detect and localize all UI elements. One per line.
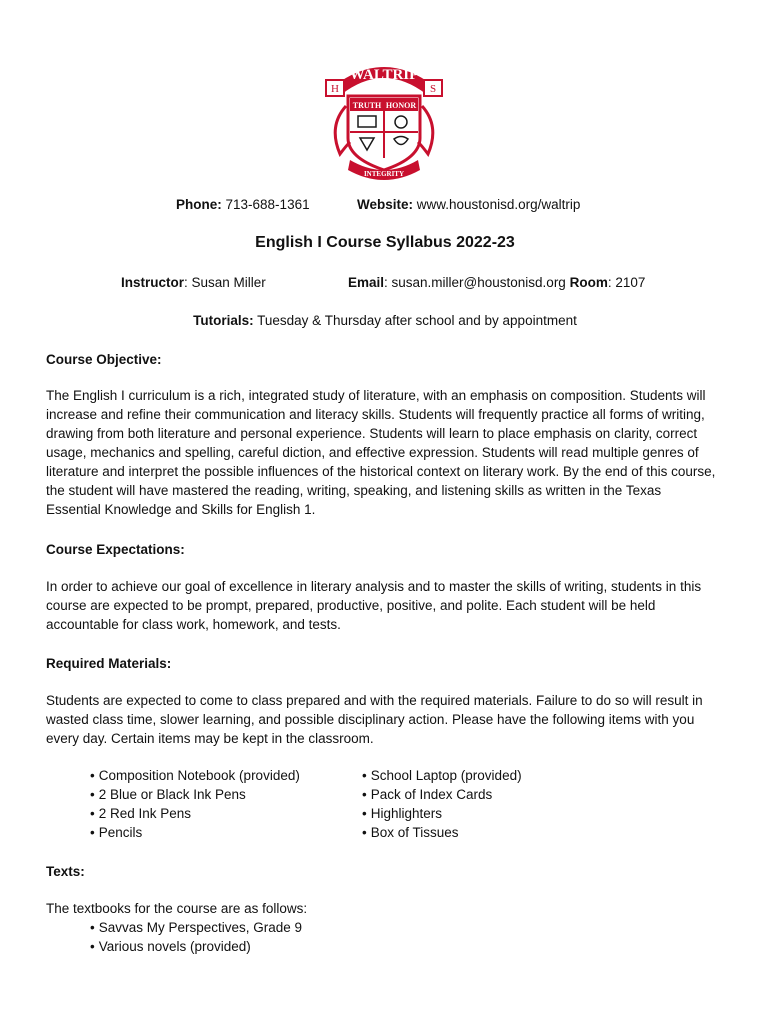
- list-item: • Savvas My Perspectives, Grade 9: [90, 918, 302, 937]
- logo-banner-right: HONOR: [385, 101, 417, 110]
- list-item: • Box of Tissues: [362, 823, 522, 842]
- phone-line: [176, 195, 310, 214]
- texts-body: The textbooks for the course are as follows:: [46, 901, 308, 916]
- school-crest-logo: [320, 46, 448, 184]
- expectations-heading: Course Expectations:: [46, 542, 185, 557]
- list-item: • Highlighters: [362, 804, 522, 823]
- email-address[interactable]: : susan.miller@houstonisd.org: [384, 275, 566, 290]
- materials-heading: Required Materials:: [46, 656, 172, 671]
- page-title: English I Course Syllabus 2022-23: [255, 234, 515, 251]
- instructor-line: [121, 273, 266, 292]
- instructor-name: : Susan Miller: [184, 275, 266, 290]
- list-item: • Pack of Index Cards: [362, 785, 522, 804]
- logo-banner-left: TRUTH: [352, 101, 382, 110]
- phone-number: 713-688-1361: [225, 197, 310, 212]
- objective-heading: Course Objective:: [46, 352, 162, 367]
- website-link[interactable]: www.houstonisd.org/waltrip: [416, 197, 581, 212]
- list-item: • 2 Blue or Black Ink Pens: [90, 785, 300, 804]
- room-number: : 2107: [607, 275, 646, 290]
- texts-heading: Texts:: [46, 864, 85, 879]
- logo-school-name: WALTRIP: [349, 67, 419, 83]
- materials-list-left: [90, 766, 300, 842]
- objective-body: The English I curriculum is a rich, integrated study of literature, with an emphasis on composition. Students will increase and refine their communication and literacy skills. Students will frequently practice all forms of writing, drawing from both literature and personal experience. Students will learn to place emphasis on clarity, correct usage, mechanics and spelling, careful diction, and effective expression. Students will read multiple genres of literature and interpret the possible influences of the historical context on literary work. By the end of this course, the student will have mastered the reading, writing, speaking, and listening skills as written in the Texas Essential Knowledge and Skills for English 1.: [46, 388, 716, 517]
- website-label: Website:: [357, 197, 414, 212]
- list-item: • Composition Notebook (provided): [90, 766, 300, 785]
- logo-bottom-ribbon: INTEGRITY: [363, 170, 405, 178]
- list-item: • Pencils: [90, 823, 300, 842]
- materials-body: Students are expected to come to class prepared and with the required materials. Failure to do so will result in wasted class time, slower learning, and possible disciplinary action. Please have the following items with you every day. Certain items may be kept in the classroom.: [46, 693, 703, 746]
- email-label: Email: [348, 275, 385, 290]
- tutorials-line: [0, 311, 770, 330]
- list-item: • Various novels (provided): [90, 937, 302, 956]
- list-item: • School Laptop (provided): [362, 766, 522, 785]
- website-line: [357, 195, 580, 214]
- logo-right-letter: S: [429, 83, 437, 95]
- list-item: • 2 Red Ink Pens: [90, 804, 300, 823]
- texts-list: [90, 918, 302, 956]
- email-room-line: [348, 273, 645, 292]
- room-label: Room: [569, 275, 608, 290]
- phone-label: Phone:: [176, 197, 222, 212]
- tutorials-label: Tutorials:: [193, 313, 254, 328]
- instructor-label: Instructor: [121, 275, 185, 290]
- expectations-body: In order to achieve our goal of excellence in literary analysis and to master the skills of writing, students in this course are expected to be prompt, prepared, productive, positive, and polite. Each student will be held accountable for class work, homework, and tests.: [46, 579, 702, 632]
- logo-left-letter: H: [331, 83, 339, 95]
- materials-list-right: [362, 766, 522, 842]
- tutorials-text: Tuesday & Thursday after school and by appointment: [257, 313, 577, 328]
